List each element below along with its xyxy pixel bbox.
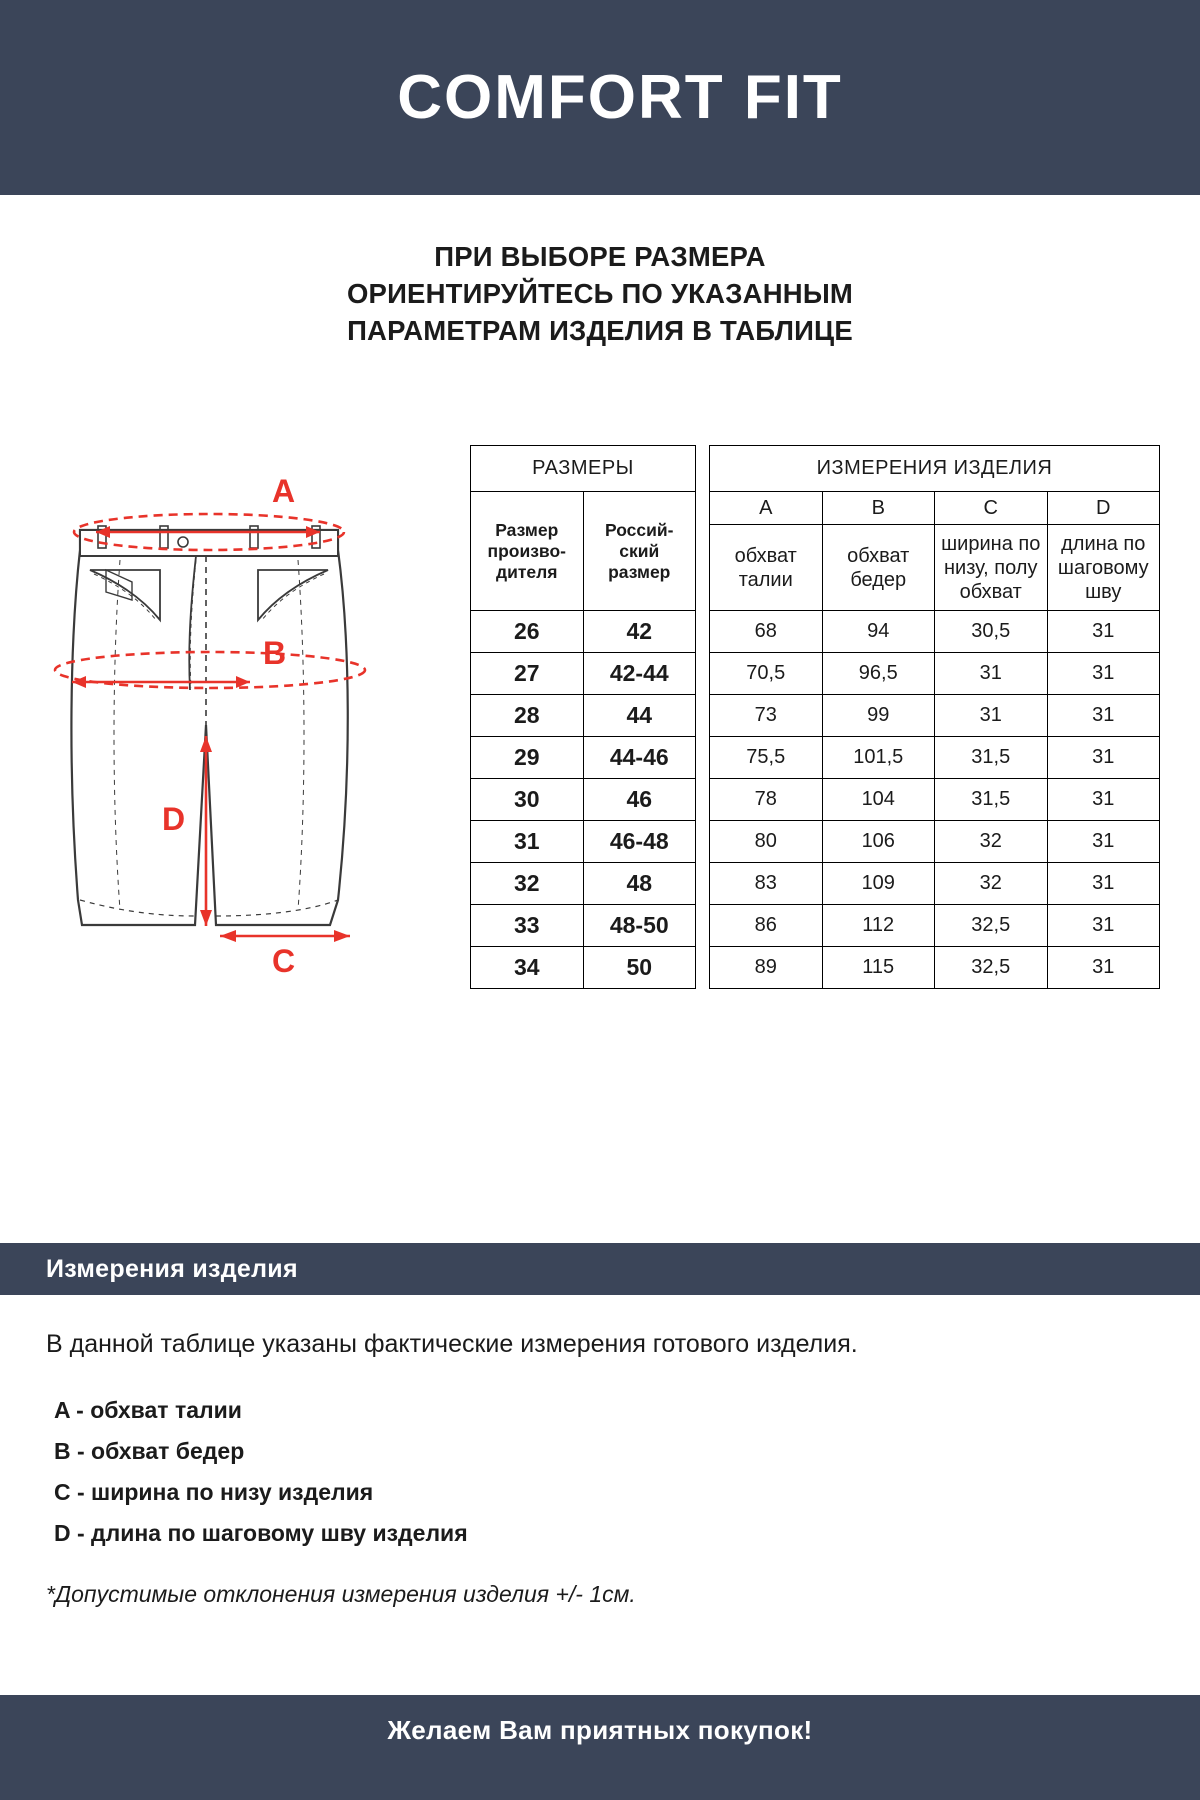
cell-b: 101,5 bbox=[822, 737, 935, 779]
cell-manufacturer: 29 bbox=[471, 737, 584, 779]
cell-russian: 44-46 bbox=[583, 737, 696, 779]
cell-manufacturer: 30 bbox=[471, 779, 584, 821]
table-spacer-row bbox=[696, 695, 710, 737]
instruction-line-2: ОРИЕНТИРУЙТЕСЬ ПО УКАЗАННЫМ bbox=[346, 278, 854, 310]
table-spacer-3 bbox=[696, 525, 710, 611]
cell-d: 31 bbox=[1047, 653, 1160, 695]
cell-d: 31 bbox=[1047, 779, 1160, 821]
cell-russian: 50 bbox=[583, 947, 696, 989]
cell-russian: 42-44 bbox=[583, 653, 696, 695]
subheader-russian-size: Россий- ский размер bbox=[583, 492, 696, 611]
cell-manufacturer: 33 bbox=[471, 905, 584, 947]
cell-b: 112 bbox=[822, 905, 935, 947]
table-group-header-row bbox=[471, 446, 1160, 492]
cell-a: 73 bbox=[710, 695, 823, 737]
cell-b: 104 bbox=[822, 779, 935, 821]
cell-b: 106 bbox=[822, 821, 935, 863]
legend-item-c: C - ширина по низу изделия bbox=[54, 1479, 374, 1505]
subheader-d: длина по шаговому шву bbox=[1047, 525, 1160, 611]
cell-manufacturer: 28 bbox=[471, 695, 584, 737]
table-spacer-row bbox=[696, 653, 710, 695]
cell-russian: 48-50 bbox=[583, 905, 696, 947]
table-row bbox=[471, 821, 1160, 863]
cell-manufacturer: 27 bbox=[471, 653, 584, 695]
cell-a: 83 bbox=[710, 863, 823, 905]
footer-bar bbox=[0, 1695, 1200, 1800]
letter-a: A bbox=[710, 492, 823, 525]
table-spacer-row bbox=[696, 821, 710, 863]
group-header-sizes: РАЗМЕРЫ bbox=[471, 446, 696, 492]
cell-russian: 46 bbox=[583, 779, 696, 821]
cell-a: 75,5 bbox=[710, 737, 823, 779]
cell-c: 31 bbox=[935, 695, 1048, 737]
letter-c: C bbox=[935, 492, 1048, 525]
cell-c: 31,5 bbox=[935, 737, 1048, 779]
cell-manufacturer: 31 bbox=[471, 821, 584, 863]
instruction-line-1: ПРИ ВЫБОРЕ РАЗМЕРА bbox=[434, 241, 766, 272]
footer-text: Желаем Вам приятных покупок! bbox=[387, 1715, 813, 1745]
cell-c: 32,5 bbox=[935, 905, 1048, 947]
cell-c: 32 bbox=[935, 863, 1048, 905]
cell-a: 78 bbox=[710, 779, 823, 821]
subheader-manufacturer-size: Размер произво- дителя bbox=[471, 492, 584, 611]
table-row bbox=[471, 947, 1160, 989]
cell-b: 94 bbox=[822, 611, 935, 653]
size-table bbox=[470, 445, 1160, 989]
label-a: A bbox=[272, 473, 296, 509]
table-spacer-row bbox=[696, 905, 710, 947]
table-row bbox=[471, 611, 1160, 653]
cell-manufacturer: 32 bbox=[471, 863, 584, 905]
letter-d: D bbox=[1047, 492, 1160, 525]
legend-item-b: B - обхват бедер bbox=[54, 1438, 245, 1464]
cell-russian: 44 bbox=[583, 695, 696, 737]
cell-b: 99 bbox=[822, 695, 935, 737]
cell-manufacturer: 26 bbox=[471, 611, 584, 653]
table-row bbox=[471, 863, 1160, 905]
instruction-text bbox=[0, 238, 1200, 349]
table-row bbox=[471, 653, 1160, 695]
table-spacer-row bbox=[696, 737, 710, 779]
cell-russian: 46-48 bbox=[583, 821, 696, 863]
cell-a: 70,5 bbox=[710, 653, 823, 695]
cell-d: 31 bbox=[1047, 863, 1160, 905]
cell-b: 96,5 bbox=[822, 653, 935, 695]
label-b: B bbox=[263, 635, 287, 671]
table-letter-row bbox=[471, 492, 1160, 525]
cell-c: 30,5 bbox=[935, 611, 1048, 653]
cell-d: 31 bbox=[1047, 695, 1160, 737]
cell-russian: 48 bbox=[583, 863, 696, 905]
subheader-b: обхват бедер bbox=[822, 525, 935, 611]
table-row bbox=[471, 737, 1160, 779]
table-spacer-2 bbox=[696, 492, 710, 525]
table-spacer-row bbox=[696, 611, 710, 653]
section-title: Измерения изделия bbox=[46, 1254, 298, 1283]
cell-c: 31,5 bbox=[935, 779, 1048, 821]
label-d: D bbox=[162, 801, 186, 837]
cell-a: 68 bbox=[710, 611, 823, 653]
cell-c: 32,5 bbox=[935, 947, 1048, 989]
cell-d: 31 bbox=[1047, 611, 1160, 653]
cell-d: 31 bbox=[1047, 947, 1160, 989]
cell-a: 89 bbox=[710, 947, 823, 989]
table-row bbox=[471, 905, 1160, 947]
garment-illustration bbox=[20, 470, 470, 1090]
table-row bbox=[471, 779, 1160, 821]
legend-item-a: A - обхват талии bbox=[54, 1397, 242, 1423]
label-c: C bbox=[272, 943, 296, 979]
subheader-a: обхват талии bbox=[710, 525, 823, 611]
legend-item-d: D - длина по шаговому шву изделия bbox=[54, 1520, 468, 1546]
group-header-measurements: ИЗМЕРЕНИЯ ИЗДЕЛИЯ bbox=[710, 446, 1160, 492]
tolerance-note: *Допустимые отклонения измерения изделия +/- 1см. bbox=[46, 1581, 636, 1607]
cell-b: 115 bbox=[822, 947, 935, 989]
table-spacer-row bbox=[696, 863, 710, 905]
instruction-line-3: ПАРАМЕТРАМ ИЗДЕЛИЯ В ТАБЛИЦЕ bbox=[347, 315, 853, 347]
cell-a: 86 bbox=[710, 905, 823, 947]
subheader-c: ширина по низу, полу обхват bbox=[935, 525, 1048, 611]
cell-c: 31 bbox=[935, 653, 1048, 695]
cell-manufacturer: 34 bbox=[471, 947, 584, 989]
section-bar bbox=[0, 1243, 1200, 1295]
cell-c: 32 bbox=[935, 821, 1048, 863]
cell-russian: 42 bbox=[583, 611, 696, 653]
page-title: COMFORT FIT bbox=[397, 63, 843, 132]
table-spacer bbox=[696, 446, 710, 492]
letter-b: B bbox=[822, 492, 935, 525]
body-text bbox=[46, 1330, 1146, 1608]
cell-d: 31 bbox=[1047, 821, 1160, 863]
cell-b: 109 bbox=[822, 863, 935, 905]
table-spacer-row bbox=[696, 779, 710, 821]
table-row bbox=[471, 695, 1160, 737]
header-bar bbox=[0, 0, 1200, 195]
cell-d: 31 bbox=[1047, 905, 1160, 947]
table-spacer-row bbox=[696, 947, 710, 989]
cell-a: 80 bbox=[710, 821, 823, 863]
size-table-container bbox=[470, 445, 1170, 989]
cell-d: 31 bbox=[1047, 737, 1160, 779]
lead-text: В данной таблице указаны фактические измерения готового изделия. bbox=[46, 1330, 858, 1358]
